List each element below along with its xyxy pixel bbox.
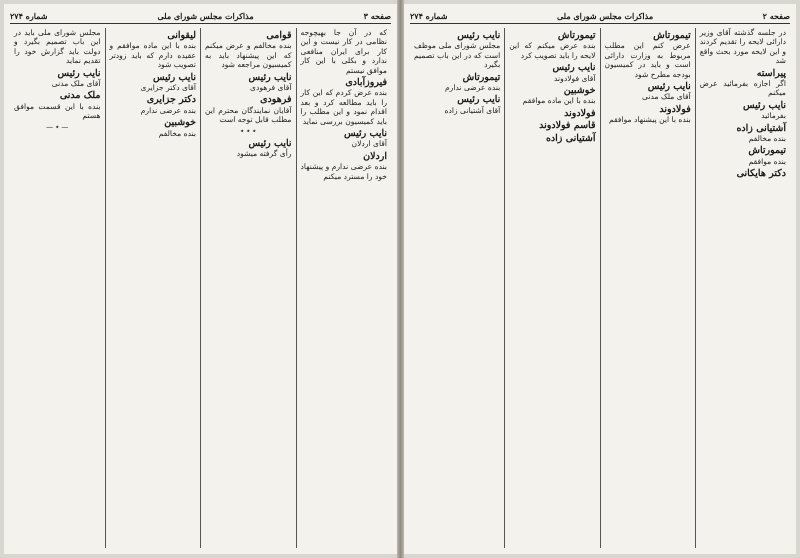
paragraph-text: بنده مخالفم [748, 134, 786, 144]
left-page-title: مذاکرات مجلس شورای ملی [157, 10, 254, 21]
speaker-name: تیمورتاش [748, 145, 786, 157]
speaker-name: نایب رئیس [457, 94, 501, 106]
speaker-name: نایب رئیس [647, 81, 691, 93]
paragraph-text: رأی گرفته میشود [236, 149, 292, 159]
paragraph-text: مجلس شورای ملی باید در این باب تصمیم بگیرد و دولت باید گزارش خود را تقدیم نماید [14, 28, 101, 66]
paragraph-text: بنده عرضی ندارم [140, 105, 196, 115]
speaker-name: تیمورتاش [557, 30, 596, 41]
paragraph-text: آقای فرهودی [250, 83, 292, 93]
paragraph-text: بنده عرضی ندارم و پیشنهاد خود را مسترد میکنم [300, 162, 387, 181]
paragraph-text: بنده با این پیشنهاد موافقم [609, 115, 691, 125]
speaker-name: پیراسته [756, 67, 786, 79]
speaker-name: نایب رئیس [248, 138, 292, 150]
speaker-name: نایب رئیس [742, 99, 786, 111]
speaker-name: خوشبین [164, 117, 196, 129]
right-column-2 [600, 28, 695, 548]
speaker-name: اردلان [363, 150, 387, 162]
paragraph-text: بنده مخالفم و عرض میکنم که این پیشنهاد باید به کمیسیون مراجعه شود [205, 41, 292, 70]
left-issue-number: شماره ۲۷۴ [10, 10, 48, 21]
left-page-number: صفحه ۳ [363, 10, 391, 21]
speaker-name: فولادوند [659, 103, 691, 115]
paragraph-text: عرض کنم این مطلب مربوط به وزارت دارائی است و باید در کمیسیون بودجه مطرح شود [604, 41, 691, 79]
right-page-title: مذاکرات مجلس شورای ملی [557, 10, 654, 21]
speaker-name: فرهودی [260, 94, 292, 106]
speaker-name: آشتیانی زاده [545, 132, 596, 144]
paragraph-text: آقای ملک مدنی [642, 92, 691, 102]
page-gutter [397, 0, 404, 558]
right-page [404, 4, 796, 554]
left-page-header [10, 8, 391, 24]
left-column-3 [105, 28, 201, 548]
speaker-name: نایب رئیس [57, 67, 101, 79]
paragraph-text: بنده با این ماده موافقم و عقیده دارم که باید زودتر تصویب شود [109, 41, 196, 70]
paragraph-text: بفرمائید [761, 111, 786, 121]
speaker-name: تیمورتاش [653, 30, 691, 41]
paragraph-text: آقای فولادوند [554, 73, 596, 83]
paragraph-text: مجلس شورای ملی موظف است که در این باب تصمیم بگیرد [414, 41, 501, 70]
speaker-name: آشتیانی زاده [736, 122, 786, 134]
paragraph-text: آقای دکتر جزایری [140, 83, 196, 93]
speaker-name: فیروزآبادی [345, 77, 387, 89]
right-column-4 [410, 28, 504, 548]
paragraph-text: بنده عرض میکنم که این لایحه را باید تصویب کرد [509, 41, 596, 60]
left-page-columns [10, 28, 391, 548]
paragraph-text: آقایان نمایندگان محترم این مطلب قابل توجه است [205, 105, 292, 125]
paragraph-text: آقای آشتیانی زاده [444, 105, 501, 115]
paragraph-text: اگر اجازه بفرمائید عرض میکنم [699, 79, 786, 98]
speaker-name: ملک مدنی [59, 90, 101, 102]
speaker-name: نایب رئیس [457, 30, 501, 41]
paragraph-text: بنده مخالفم [158, 128, 196, 138]
paragraph-text: بنده عرضی ندارم [444, 83, 501, 93]
right-page-columns [410, 28, 790, 548]
paragraph-text: بنده عرض کردم که این کار را باید مطالعه کرد و بعد اقدام نمود و این مطلب را باید کمیسیون بررسی نماید [300, 88, 387, 126]
left-page [4, 4, 397, 554]
paragraph-text: بنده با این ماده موافقم [522, 96, 596, 106]
speaker-name: نایب رئیس [343, 128, 387, 140]
speaker-name: دکتر هایکانی [736, 168, 786, 180]
right-page-number: صفحه ۲ [762, 10, 790, 21]
right-issue-number: شماره ۲۷۴ [410, 10, 448, 21]
paragraph-text: آقای ملک مدنی [51, 79, 101, 89]
speaker-name: قاسم فولادوند [539, 120, 596, 132]
speaker-name: دکتر جزایری [146, 94, 196, 106]
speaker-name: نایب رئیس [152, 71, 196, 83]
right-column-3 [504, 28, 599, 548]
paragraph-text: بنده با این قسمت موافق هستم [14, 101, 101, 121]
speaker-name: نایب رئیس [248, 71, 292, 83]
paragraph-text: در جلسه گذشته آقای وزیر دارائی لایحه را تقدیم کردند و این لایحه مورد بحث واقع شد [699, 28, 786, 66]
speaker-name: لیقوانی [167, 30, 196, 41]
section-separator: ٭ ٭ ٭ [240, 126, 257, 135]
speaker-name: فولادوند [564, 107, 596, 119]
section-separator: — ٭ — [46, 122, 69, 131]
speaker-name: تیمورتاش [462, 71, 501, 83]
speaker-name: قوامی [266, 30, 292, 41]
paragraph-text: آقای اردلان [351, 139, 387, 149]
left-column-1 [296, 28, 392, 548]
paragraph-text: بنده موافقم [748, 156, 786, 166]
paragraph-text: که در آن جا بهیچوجه نظامی در کار نیست و این کار برای ایران منافعی ندارد و بکلی با این کار موافق نیستم [300, 28, 387, 75]
left-column-4 [10, 28, 105, 548]
right-column-1 [695, 28, 790, 548]
speaker-name: نایب رئیس [552, 62, 596, 74]
left-column-2 [200, 28, 296, 548]
speaker-name: خوشبین [563, 85, 596, 97]
right-page-header [410, 8, 790, 24]
